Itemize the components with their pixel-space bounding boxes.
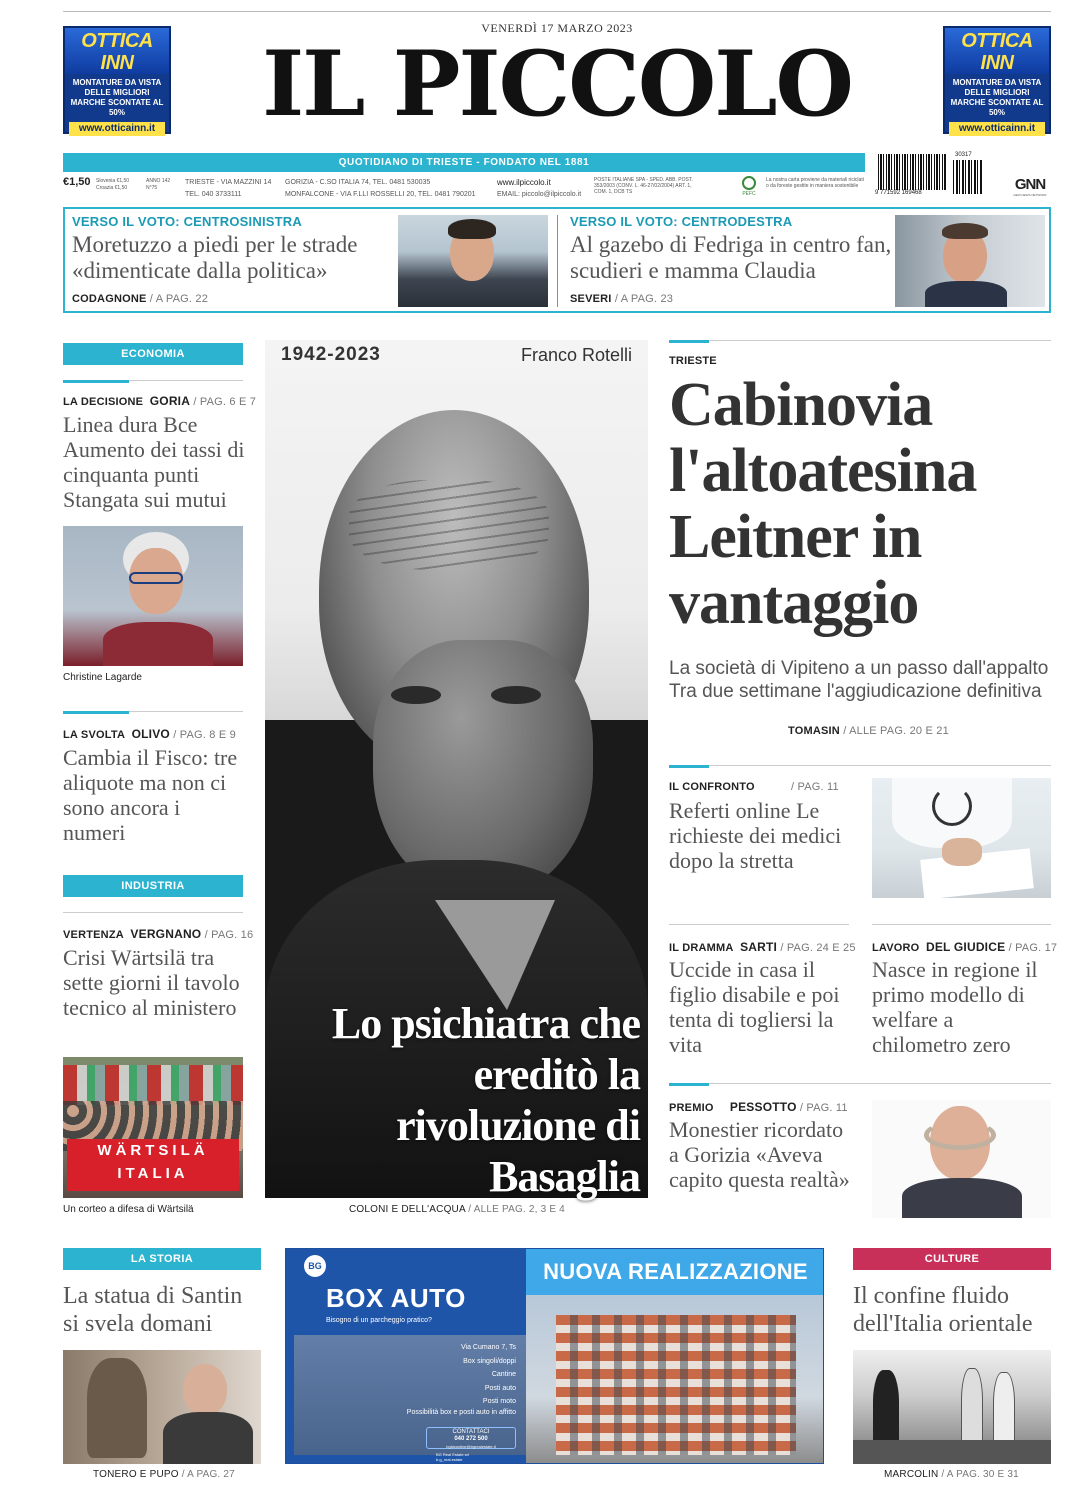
feature-address: Via Cumano 7, Ts (461, 1344, 516, 1351)
flags (63, 1065, 243, 1105)
ottica-text: MONTATURE DA VISTA DELLE MIGLIORI MARCHE SCONTATE AL 50% (70, 78, 164, 117)
economia-story2-headline[interactable]: Cambia il Fisco: tre aliquote ma non ci sono ancora i numeri (63, 745, 238, 845)
lead-subhead: La società di Vipiteno a un passo dall'appalto Tra due settimane l'aggiudicazione definitiva (669, 658, 1049, 702)
premio-kicker (669, 1100, 848, 1114)
footer-social: b.g_real.estate (436, 1457, 463, 1462)
hair (448, 219, 496, 239)
section-storia[interactable]: LA STORIA (63, 1248, 261, 1270)
teal-accent (669, 765, 709, 768)
tagline-bar: QUOTIDIANO DI TRIESTE - FONDATO NEL 1881 (63, 153, 865, 172)
pefc-label: PEFC (742, 191, 756, 197)
author: MARCOLIN (884, 1469, 939, 1480)
masthead-title: IL PICCOLO (262, 31, 852, 137)
lavoro-headline[interactable]: Nasce in regione il primo modello di welfare a chilometro zero (872, 957, 1038, 1057)
issue-year: ANNO 142 N°75 (146, 178, 171, 191)
page-ref: / A PAG. 23 (614, 293, 674, 305)
page-ref: / ALLE PAG. 2, 3 E 4 (468, 1204, 565, 1215)
economia-story2-kicker (63, 727, 236, 741)
authors: COLONI E DELL'ACQUA (349, 1204, 466, 1215)
contact-box[interactable] (426, 1427, 516, 1449)
contact-label: CONTATTACI (452, 1429, 490, 1435)
page-ref: / PAG. 6 E 7 (193, 396, 257, 408)
page-ref: / PAG. 24 E 25 (780, 942, 856, 954)
author: GORIA (149, 394, 191, 408)
stethoscope-icon (932, 786, 972, 826)
tree-icon (742, 176, 756, 190)
industria-kicker (63, 927, 253, 941)
scarf (103, 622, 213, 666)
label: IL CONFRONTO (669, 781, 755, 793)
moretuzzo-photo (398, 215, 548, 307)
doctor-photo (872, 778, 1051, 898)
feature-box: Box singoli/doppi (463, 1357, 516, 1365)
ottica-url[interactable]: www.otticainn.it (949, 122, 1045, 136)
gnn-logo (1009, 176, 1051, 197)
fedriga-photo (895, 215, 1045, 307)
lagarde-photo (63, 526, 243, 666)
box-auto-ad[interactable] (285, 1248, 824, 1464)
election-right-headline[interactable]: Al gazebo di Fedriga in centro fan, scudieri e mamma Claudia (570, 232, 892, 283)
ottica-ad-right[interactable] (943, 26, 1051, 134)
sculptor (183, 1364, 227, 1416)
confronto-headline[interactable]: Referti online Le richieste dei medici dopo la stretta (669, 798, 842, 873)
ad-footer (436, 1452, 469, 1462)
ad-question: Bisogno di un parcheggio pratico? (326, 1317, 432, 1324)
premio-headline[interactable]: Monestier ricordato a Gorizia «Aveva capito questa realtà» (669, 1117, 850, 1192)
lead-byline (788, 725, 949, 737)
election-left-headline[interactable]: Moretuzzo a piedi per le strade «dimenticate dalla politica» (72, 232, 358, 283)
feature-posti-auto: Posti auto (484, 1384, 516, 1392)
postal-note: POSTE ITALIANE SPA - SPED. ABB. POST. 353/2003 (CONV. L. 46-27/02/2004) ART. 1, COM. 1, DCB TS (594, 177, 693, 195)
industria-headline[interactable]: Crisi Wärtsilä tra sette giorni il tavolo tecnico al ministero (63, 945, 240, 1020)
top-rule (63, 11, 1051, 12)
economia-story1-headline[interactable]: Linea dura Bce Aumento dei tassi di cinquanta punti Stangata sui mutui (63, 412, 245, 512)
page-ref: / PAG. 8 E 9 (173, 729, 236, 741)
cover-name: Franco Rotelli (520, 345, 632, 365)
footer-company: BG Real Estate srl (436, 1452, 469, 1457)
jacket (925, 281, 1007, 307)
page-ref: / PAG. 11 (791, 781, 839, 793)
divider (669, 924, 849, 925)
teal-accent (63, 711, 129, 714)
border-history-photo (853, 1350, 1051, 1464)
bg-logo: BG (304, 1255, 326, 1277)
statue (87, 1358, 147, 1458)
figure3 (993, 1372, 1015, 1450)
eye-left (391, 686, 441, 704)
ground (853, 1440, 1051, 1464)
price: €1,50 (63, 176, 91, 188)
lavoro-kicker (872, 940, 1057, 954)
ottica-url[interactable]: www.otticainn.it (69, 122, 165, 136)
website-link[interactable]: www.ilpiccolo.it (497, 178, 551, 187)
sculptor-body (163, 1412, 253, 1464)
issue-date: VENERDÌ 17 MARZO 2023 (481, 21, 633, 35)
author: SARTI (740, 940, 778, 954)
confronto-kicker (669, 781, 839, 793)
cover-years: 1942-2023 (281, 344, 381, 365)
hand (942, 838, 982, 866)
dramma-headline[interactable]: Uccide in casa il figlio disabile e poi tenta di togliersi la vita (669, 957, 840, 1057)
banner (67, 1139, 239, 1191)
glasses-icon (129, 572, 183, 584)
divider (669, 765, 1051, 766)
ad-banner: NUOVA REALIZZAZIONE (526, 1249, 824, 1295)
gnn-sub: GEDI NEWS NETWORK (1013, 193, 1047, 197)
building-image (526, 1295, 824, 1464)
barcode-number: 9 771592 169468 (875, 190, 922, 196)
label: PREMIO (669, 1102, 714, 1114)
page-ref: / PAG. 16 (204, 929, 254, 941)
divider (669, 1083, 1051, 1084)
page-ref: / A PAG. 30 E 31 (941, 1469, 1019, 1480)
divider (872, 924, 1051, 925)
barcode (875, 152, 985, 200)
feature-posti-moto: Posti moto (482, 1398, 516, 1405)
election-left-byline (72, 293, 208, 305)
page-ref: / PAG. 17 (1008, 942, 1058, 954)
page-ref: / A PAG. 22 (149, 293, 209, 305)
lead-kicker: TRIESTE (669, 355, 717, 367)
ottica-brand: OTTICA INN (945, 28, 1049, 74)
election-right-kicker: VERSO IL VOTO: CENTRODESTRA (570, 214, 793, 229)
author: TOMASIN (788, 725, 840, 737)
storia-byline (93, 1469, 235, 1480)
hair (924, 1120, 996, 1150)
election-left-kicker: VERSO IL VOTO: CENTROSINISTRA (72, 214, 302, 229)
santin-statue-photo (63, 1350, 261, 1464)
teal-accent (63, 380, 129, 383)
windows (556, 1315, 796, 1455)
ad-features (406, 1341, 516, 1417)
divider (669, 340, 1051, 341)
banner-line2: ITALIA (117, 1165, 189, 1182)
contact-phone: 040 272 500 (454, 1436, 488, 1442)
paper-note: La nostra carta proviene da materiali riciclati o da foreste gestite in maniera sostenibile (766, 177, 864, 189)
ad-title: BOX AUTO (326, 1283, 466, 1313)
author: DEL GIUDICE (925, 940, 1006, 954)
divider (63, 912, 243, 913)
wartsila-caption: Un corteo a difesa di Wärtsilä (63, 1204, 194, 1215)
cultura-byline (884, 1469, 1019, 1480)
wartsila-photo (63, 1057, 243, 1198)
trieste-tel: TEL. 040 3733111 (185, 191, 242, 198)
feature-cantine: Cantine (491, 1371, 516, 1378)
figure2 (961, 1368, 983, 1448)
author: VERGNANO (130, 927, 202, 941)
page-ref: / A PAG. 27 (181, 1469, 235, 1480)
monestier-photo (872, 1100, 1051, 1218)
barcode-addon-bars (953, 160, 983, 194)
teal-accent (669, 340, 709, 343)
label: VERTENZA (63, 929, 124, 941)
label: LA SVOLTA (63, 729, 126, 741)
authors: TONERO E PUPO (93, 1469, 179, 1480)
section-economia[interactable]: ECONOMIA (63, 343, 243, 365)
lead-headline[interactable]: Cabinovia l'altoatesina Leitner in vantaggio (669, 371, 977, 637)
figure1 (873, 1370, 899, 1450)
storia-headline[interactable]: La statua di Santin si svela domani (63, 1283, 243, 1337)
banner-line1: WÄRTSILÄ (97, 1142, 209, 1159)
label: LA DECISIONE (63, 396, 144, 408)
ottica-ad-left[interactable] (63, 26, 171, 134)
eye-right (491, 686, 541, 704)
author: PESSOTTO (729, 1100, 797, 1114)
info-bar (63, 176, 873, 202)
author: CODAGNONE (72, 293, 147, 305)
election-right-byline (570, 293, 673, 305)
economia-story1-kicker (63, 394, 256, 408)
gnn-label: GNN (1014, 176, 1046, 193)
email-link[interactable]: EMAIL: piccolo@ilpiccolo.it (497, 191, 582, 198)
suit (902, 1178, 1022, 1218)
author: OLIVO (131, 727, 170, 741)
teal-accent (669, 1083, 709, 1086)
page-ref: / ALLE PAG. 20 E 21 (843, 725, 949, 737)
wrinkles (349, 480, 549, 570)
label: LAVORO (872, 942, 920, 954)
barcode-top-number: 30317 (955, 152, 972, 158)
ottica-text: MONTATURE DA VISTA DELLE MIGLIORI MARCHE SCONTATE AL 50% (950, 78, 1044, 117)
pefc-logo (739, 176, 759, 202)
dramma-kicker (669, 940, 856, 954)
monfalcone-address: MONFALCONE - VIA F.LLI ROSSELLI 20, TEL. 0481 790201 (285, 191, 476, 198)
cover-credit (349, 1204, 565, 1215)
ottica-brand: OTTICA INN (65, 28, 169, 74)
feature-affitto: Possibilità box e posti auto in affitto (406, 1408, 516, 1416)
contact-email: bgbizonline@bgrealestate.it (446, 1444, 496, 1449)
gorizia-address: GORIZIA - C.SO ITALIA 74, TEL. 0481 530035 (285, 179, 431, 186)
label: IL DRAMMA (669, 942, 734, 954)
hair (942, 223, 988, 239)
barcode-bars (878, 154, 946, 190)
price-note: Slovenia €1,50 Croazia €1,50 (96, 178, 130, 191)
author: SEVERI (570, 293, 612, 305)
election-box (63, 207, 1051, 313)
election-divider (557, 215, 558, 307)
section-culture[interactable]: CULTURE (853, 1248, 1051, 1270)
lagarde-caption: Christine Lagarde (63, 672, 142, 683)
page-ref: / PAG. 11 (799, 1102, 848, 1114)
section-industria[interactable]: INDUSTRIA (63, 875, 243, 897)
cover-headline[interactable]: Lo psichiatra che ereditò la rivoluzione di Basaglia (331, 999, 640, 1201)
cultura-headline[interactable]: Il confine fluido dell'Italia orientale (853, 1283, 1033, 1337)
trieste-address: TRIESTE - VIA MAZZINI 14 (185, 179, 272, 186)
